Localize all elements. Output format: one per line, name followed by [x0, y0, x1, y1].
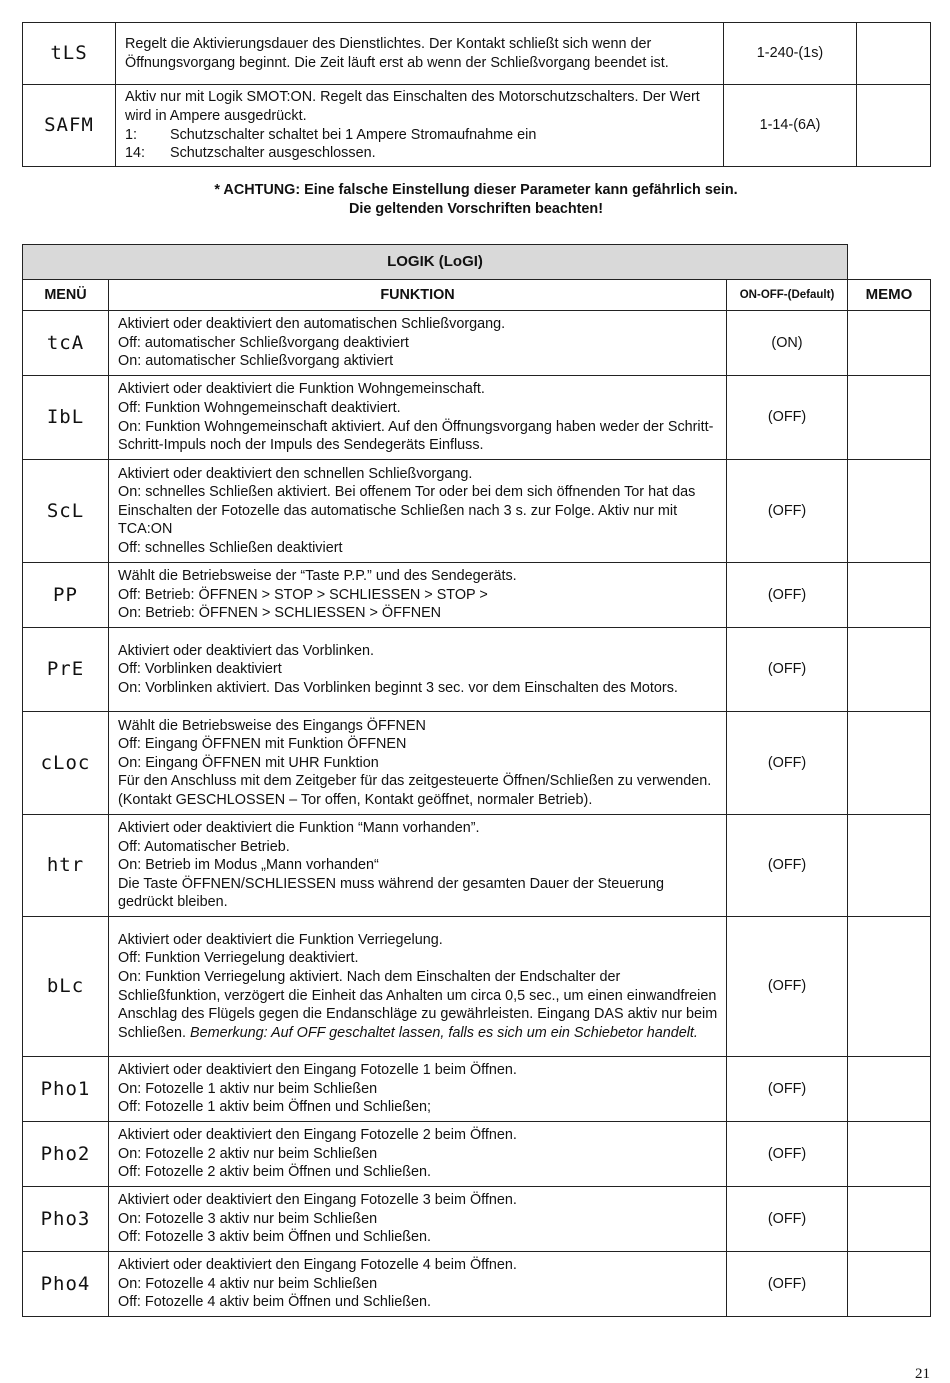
- description-line: Off: Fotozelle 4 aktiv beim Öffnen und Schließen.: [118, 1294, 432, 1311]
- description-line: Off: Eingang ÖFFNEN mit Funktion ÖFFNEN: [118, 736, 407, 753]
- memo-cell: [848, 917, 931, 1057]
- list-number: 1:: [125, 126, 138, 143]
- description-line: Aktiviert oder deaktiviert die Funktion Verriegelung.: [118, 931, 443, 948]
- warning-line-2: Die geltenden Vorschriften beachten!: [348, 201, 603, 217]
- description-line: Aktiviert oder deaktiviert den Eingang Fotozelle 4 beim Öffnen.: [118, 1257, 517, 1274]
- header-default: ON-OFF-(Default): [727, 280, 848, 311]
- description-line: On: Funktion Wohngemeinschaft aktiviert. Auf den Öffnungsvorgang haben weder der Schritt-Schritt-Impuls noch der Impuls des Sendegeräts Einfluss.: [118, 418, 714, 454]
- description-line: On: Fotozelle 4 aktiv nur beim Schließen: [118, 1275, 378, 1292]
- memo-cell: [857, 23, 931, 85]
- list-text: Schutzschalter ausgeschlossen.: [170, 145, 376, 162]
- description-line: Aktiviert oder deaktiviert den Eingang Fotozelle 2 beim Öffnen.: [118, 1127, 517, 1144]
- description-line: Wählt die Betriebsweise der “Taste P.P.” und des Sendegeräts.: [118, 568, 517, 585]
- menu-code: tcA: [23, 311, 109, 376]
- description-line: Aktiviert oder deaktiviert den Eingang Fotozelle 1 beim Öffnen.: [118, 1062, 517, 1079]
- range-default-value: 1-240-(1s): [724, 23, 857, 85]
- table-row: [23, 712, 931, 815]
- menu-code: PP: [23, 563, 109, 628]
- title-blank-cell: [848, 245, 931, 280]
- menu-code: htr: [23, 815, 109, 917]
- default-value: (OFF): [727, 1252, 848, 1317]
- description-line: On: schnelles Schließen aktiviert. Bei offenem Tor oder bei dem sich öffnenden Tor hat das Einschalten der Fotozelle das automatische Schließen nach 3 s. zur Folge. Aktiv nur mit TCA:ON: [118, 484, 696, 538]
- warning-note: [22, 181, 930, 219]
- description-line: [118, 968, 718, 1042]
- description-line: Die Taste ÖFFNEN/SCHLIESSEN muss während der gesamten Dauer der Steuerung gedrückt bleiben.: [118, 875, 665, 911]
- memo-cell: [848, 563, 931, 628]
- memo-cell: [848, 1252, 931, 1317]
- description-line: Regelt die Aktivierungsdauer des Dienstlichtes. Der Kontakt schließt sich wenn der Öffnungsvorgang beginnt. Die Zeit läuft erst ab wenn der Schließvorgang beendet ist.: [125, 35, 669, 71]
- description-line: Off: automatischer Schließvorgang deaktiviert: [118, 334, 409, 351]
- description-list-item: [125, 144, 715, 163]
- menu-code: ScL: [23, 460, 109, 563]
- default-value: (OFF): [727, 1187, 848, 1252]
- description-line: Off: Fotozelle 2 aktiv beim Öffnen und Schließen.: [118, 1164, 432, 1181]
- description-line: Off: Fotozelle 1 aktiv beim Öffnen und Schließen;: [118, 1099, 432, 1116]
- table-row: [23, 85, 931, 167]
- memo-cell: [857, 85, 931, 167]
- function-description: [109, 460, 727, 563]
- menu-code: SAFM: [23, 85, 116, 167]
- function-description: [109, 815, 727, 917]
- menu-code: Pho3: [23, 1187, 109, 1252]
- default-value: (OFF): [727, 917, 848, 1057]
- function-description: [116, 85, 724, 167]
- description-line: On: Fotozelle 3 aktiv nur beim Schließen: [118, 1210, 378, 1227]
- logic-table-title: LOGIK (LoGI): [23, 245, 848, 280]
- menu-code: Pho2: [23, 1122, 109, 1187]
- function-description: [109, 712, 727, 815]
- description-line: Für den Anschluss mit dem Zeitgeber für das zeitgesteuerte Öffnen/Schließen zu verwenden. (Kontakt GESCHLOSSEN – Tor offen, Kontakt geöffnet, normaler Betrieb).: [118, 773, 712, 808]
- range-default-value: 1-14-(6A): [724, 85, 857, 167]
- memo-cell: [848, 628, 931, 712]
- function-description: [109, 917, 727, 1057]
- default-value: (OFF): [727, 628, 848, 712]
- description-line: On: Fotozelle 2 aktiv nur beim Schließen: [118, 1145, 378, 1162]
- list-number: 14:: [125, 145, 146, 162]
- description-line: Aktiviert oder deaktiviert den automatischen Schließvorgang.: [118, 316, 506, 333]
- menu-code: Pho1: [23, 1057, 109, 1122]
- memo-cell: [848, 1122, 931, 1187]
- description-line: Aktiv nur mit Logik SMOT:ON. Regelt das Einschalten des Motorschutzschalters. Der Wert wird in Ampere ausgedrückt.: [125, 89, 700, 124]
- logic-table: [22, 244, 931, 1317]
- header-menu: MENÜ: [23, 280, 109, 311]
- menu-code: IbL: [23, 376, 109, 460]
- table-row: [23, 815, 931, 917]
- default-value: (OFF): [727, 815, 848, 917]
- memo-cell: [848, 712, 931, 815]
- header-function: FUNKTION: [109, 280, 727, 311]
- menu-code: cLoc: [23, 712, 109, 815]
- list-text: Schutzschalter schaltet bei 1 Ampere Stromaufnahme ein: [170, 126, 537, 143]
- description-text: On: Funktion Verriegelung aktiviert. Nach dem Einschalten der Endschalter der Schließfunktion, verzögert die Einheit das Anhalten um circa 0,5 sec., um einen einwandfreien Anschlag des Flügels gegen die Endanschläge zu gewährleisten. Eingang DAS aktiv nur beim Schließen.: [118, 968, 718, 1041]
- table-row: [23, 376, 931, 460]
- function-description: [109, 376, 727, 460]
- description-line: Off: Vorblinken deaktiviert: [118, 661, 282, 678]
- description-line: Off: Fotozelle 3 aktiv beim Öffnen und Schließen.: [118, 1229, 432, 1246]
- parameter-table-continued: [22, 22, 931, 167]
- menu-code: bLc: [23, 917, 109, 1057]
- table-row: [23, 311, 931, 376]
- memo-cell: [848, 815, 931, 917]
- memo-cell: [848, 311, 931, 376]
- function-description: [109, 1057, 727, 1122]
- table-row: [23, 1057, 931, 1122]
- function-description: [109, 311, 727, 376]
- memo-cell: [848, 460, 931, 563]
- table-row: [23, 563, 931, 628]
- function-description: [109, 563, 727, 628]
- menu-code: PrE: [23, 628, 109, 712]
- description-line: Aktiviert oder deaktiviert die Funktion “Mann vorhanden”.: [118, 820, 480, 837]
- default-value: (OFF): [727, 1122, 848, 1187]
- table-row: [23, 1252, 931, 1317]
- page-number: 21: [915, 1366, 930, 1382]
- function-description: [109, 1122, 727, 1187]
- table-row: [23, 917, 931, 1057]
- description-line: On: Betrieb: ÖFFNEN > SCHLIESSEN > ÖFFNEN: [118, 605, 442, 622]
- description-line: On: Betrieb im Modus „Mann vorhanden“: [118, 857, 379, 874]
- remark-note: Bemerkung: Auf OFF geschaltet lassen, falls es sich um ein Schiebetor handelt.: [190, 1024, 698, 1041]
- function-description: [109, 1187, 727, 1252]
- memo-cell: [848, 1187, 931, 1252]
- table-row: [23, 1122, 931, 1187]
- table-row: [23, 460, 931, 563]
- description-line: Aktiviert oder deaktiviert den Eingang Fotozelle 3 beim Öffnen.: [118, 1192, 517, 1209]
- description-line: Wählt die Betriebsweise des Eingangs ÖFFNEN: [118, 717, 426, 734]
- default-value: (OFF): [727, 563, 848, 628]
- function-description: [109, 1252, 727, 1317]
- description-line: Off: Funktion Wohngemeinschaft deaktiviert.: [118, 399, 401, 416]
- description-line: Off: Betrieb: ÖFFNEN > STOP > SCHLIESSEN > STOP >: [118, 586, 488, 603]
- menu-code: Pho4: [23, 1252, 109, 1317]
- description-line: On: Vorblinken aktiviert. Das Vorblinken beginnt 3 sec. vor dem Einschalten des Motors.: [118, 679, 678, 696]
- default-value: (OFF): [727, 460, 848, 563]
- memo-cell: [848, 376, 931, 460]
- table-row: [23, 1187, 931, 1252]
- description-line: On: Fotozelle 1 aktiv nur beim Schließen: [118, 1080, 378, 1097]
- default-value: (OFF): [727, 712, 848, 815]
- description-line: Aktiviert oder deaktiviert das Vorblinken.: [118, 642, 374, 659]
- function-description: [109, 628, 727, 712]
- description-line: On: automatischer Schließvorgang aktiviert: [118, 353, 394, 370]
- warning-line-1: * ACHTUNG: Eine falsche Einstellung dieser Parameter kann gefährlich sein.: [214, 182, 738, 198]
- description-line: Off: Automatischer Betrieb.: [118, 838, 290, 855]
- menu-code: tLS: [23, 23, 116, 85]
- default-value: (OFF): [727, 1057, 848, 1122]
- function-description: [116, 23, 724, 85]
- default-value: (ON): [727, 311, 848, 376]
- description-line: Off: Funktion Verriegelung deaktiviert.: [118, 950, 359, 967]
- table-row: [23, 23, 931, 85]
- description-line: On: Eingang ÖFFNEN mit UHR Funktion: [118, 754, 379, 771]
- table-row: [23, 628, 931, 712]
- description-line: Off: schnelles Schließen deaktiviert: [118, 539, 343, 556]
- memo-cell: [848, 1057, 931, 1122]
- description-list-item: [125, 126, 715, 145]
- header-memo: MEMO: [848, 280, 931, 311]
- description-line: Aktiviert oder deaktiviert die Funktion Wohngemeinschaft.: [118, 381, 485, 398]
- default-value: (OFF): [727, 376, 848, 460]
- description-line: Aktiviert oder deaktiviert den schnellen Schließvorgang.: [118, 465, 473, 482]
